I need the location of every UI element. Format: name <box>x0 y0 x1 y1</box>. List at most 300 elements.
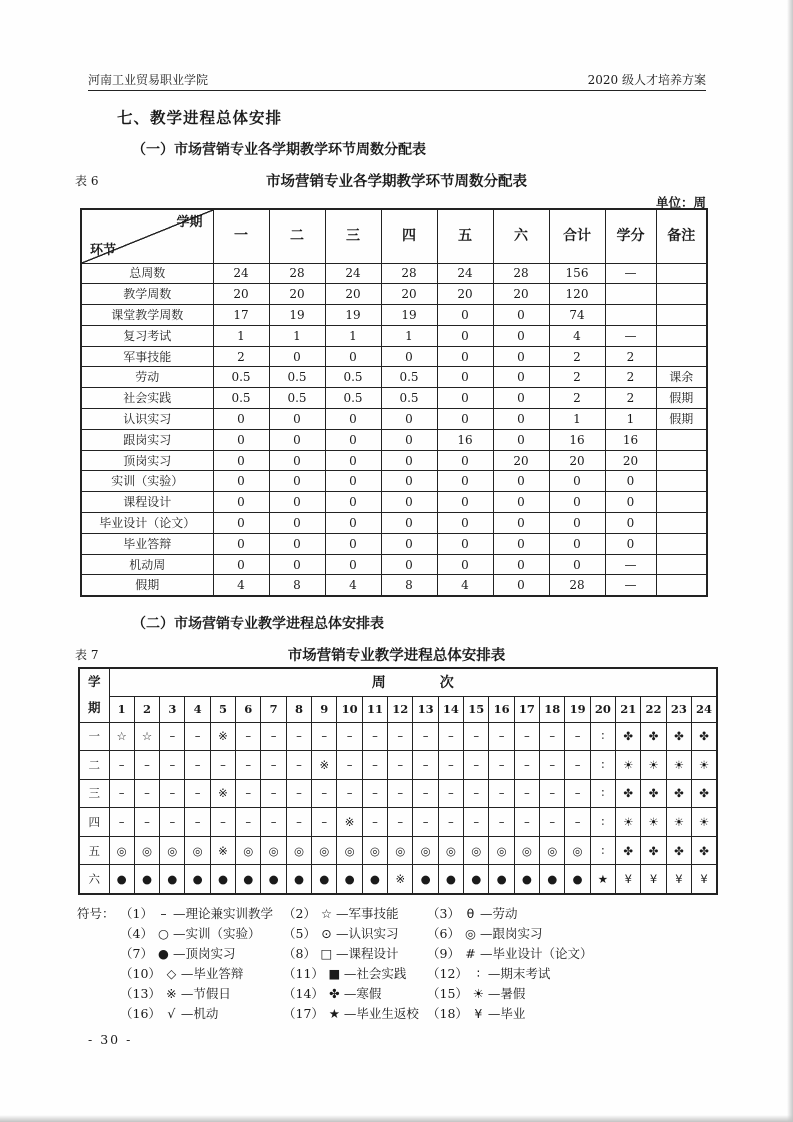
schedule-cell: ◎ <box>261 836 286 865</box>
schedule-row <box>79 722 717 751</box>
t6-cell: 0 <box>437 492 493 513</box>
schedule-cell: – <box>134 751 159 780</box>
row-header: 毕业答辩 <box>81 533 213 554</box>
legend-item <box>120 984 283 1002</box>
schedule-cell: – <box>185 779 210 808</box>
schedule-row <box>79 808 717 837</box>
cognition-practice-symbol: ⊙ <box>321 925 332 941</box>
t6-cell: 0 <box>213 471 269 492</box>
schedule-cell: ✤ <box>641 722 666 751</box>
schedule-cell: – <box>312 722 337 751</box>
schedule-cell: ● <box>565 865 590 894</box>
schedule-cell: ● <box>261 865 286 894</box>
t6-cell: 0 <box>493 575 549 596</box>
t6-col-header: 二 <box>269 209 325 263</box>
t6-cell <box>656 450 707 471</box>
schedule-cell: ◎ <box>185 836 210 865</box>
legend-item <box>283 904 427 922</box>
table-row <box>81 367 707 388</box>
schedule-cell: ◎ <box>134 836 159 865</box>
schedule-cell: ✤ <box>692 779 717 808</box>
schedule-cell: – <box>210 751 235 780</box>
subsection-2-title: （二）市场营销专业教学进程总体安排表 <box>132 616 384 632</box>
schedule-cell: – <box>489 779 514 808</box>
table-row <box>81 388 707 409</box>
schedule-cell: ☀ <box>692 808 717 837</box>
legend-number: （13） <box>120 986 161 1001</box>
schedule-cell: – <box>413 779 438 808</box>
t6-cell: 假期 <box>656 409 707 430</box>
row-header: 跟岗实习 <box>81 429 213 450</box>
schedule-cell: ◎ <box>160 836 185 865</box>
header-rule <box>88 90 706 91</box>
schedule-cell: ◎ <box>413 836 438 865</box>
schedule-cell: ✤ <box>666 836 691 865</box>
schedule-cell: – <box>489 751 514 780</box>
table-row <box>81 284 707 305</box>
schedule-cell: – <box>388 779 413 808</box>
t6-cell: 24 <box>213 263 269 284</box>
schedule-cell: – <box>261 722 286 751</box>
t6-cell: 0 <box>605 513 656 534</box>
semester-stub-header: 学期 <box>79 668 109 722</box>
week-number: 13 <box>413 696 438 722</box>
week-number: 6 <box>236 696 261 722</box>
t6-cell: 0 <box>269 450 325 471</box>
schedule-cell: – <box>337 751 362 780</box>
t6-cell <box>656 575 707 596</box>
schedule-cell: – <box>540 751 565 780</box>
schedule-cell: – <box>160 751 185 780</box>
t6-cell: 0 <box>493 367 549 388</box>
t6-cell: 0 <box>325 471 381 492</box>
t6-cell: 0 <box>269 513 325 534</box>
schedule-cell: – <box>236 808 261 837</box>
t6-cell: 20 <box>325 284 381 305</box>
schedule-cell: – <box>388 722 413 751</box>
t6-cell: 0 <box>213 429 269 450</box>
t6-cell: 0 <box>269 492 325 513</box>
t6-cell: 0.5 <box>381 388 437 409</box>
schedule-cell: – <box>540 722 565 751</box>
t6-cell: — <box>605 554 656 575</box>
week-number: 20 <box>590 696 615 722</box>
schedule-cell: ◎ <box>362 836 387 865</box>
t6-cell: 28 <box>493 263 549 284</box>
schedule-cell: ◎ <box>286 836 311 865</box>
schedule-cell: ● <box>185 865 210 894</box>
week-number: 18 <box>540 696 565 722</box>
table-row <box>81 346 707 367</box>
schedule-cell: ★ <box>590 865 615 894</box>
row-header: 顶岗实习 <box>81 450 213 471</box>
t6-cell <box>656 492 707 513</box>
row-header: 教学周数 <box>81 284 213 305</box>
t6-cell <box>656 305 707 326</box>
theory-practice-symbol: – <box>160 905 167 921</box>
schedule-cell: ◎ <box>489 836 514 865</box>
t6-cell: 0.5 <box>381 367 437 388</box>
table-row <box>81 513 707 534</box>
legend-item <box>427 964 592 982</box>
row-header: 实训（实验） <box>81 471 213 492</box>
schedule-cell: ¥ <box>666 865 691 894</box>
schedule-cell: ● <box>514 865 539 894</box>
week-span-header: 周次 <box>109 668 717 696</box>
table-row <box>81 263 707 284</box>
graduate-return-symbol: ★ <box>328 1005 341 1021</box>
legend-number: （11） <box>283 966 324 981</box>
schedule-cell: – <box>464 779 489 808</box>
subsection-1-title: （一）市场营销专业各学期教学环节周数分配表 <box>132 142 426 158</box>
schedule-cell: – <box>134 779 159 808</box>
table7-header-row-1 <box>79 668 717 696</box>
schedule-cell: ● <box>362 865 387 894</box>
week-number: 7 <box>261 696 286 722</box>
graduation-symbol: ¥ <box>474 1005 483 1021</box>
table-row <box>81 305 707 326</box>
post-practice-symbol: ● <box>157 945 169 961</box>
week-number: 12 <box>388 696 413 722</box>
t6-cell <box>656 346 707 367</box>
schedule-cell: – <box>337 779 362 808</box>
t6-cell: 0.5 <box>213 388 269 409</box>
row-header: 机动周 <box>81 554 213 575</box>
schedule-cell: ✤ <box>616 779 641 808</box>
row-header: 军事技能 <box>81 346 213 367</box>
legend-item <box>283 1004 427 1022</box>
schedule-cell: ☀ <box>666 751 691 780</box>
t6-cell: 0 <box>605 533 656 554</box>
course-design-symbol: □ <box>320 945 333 961</box>
t6-cell: 0 <box>437 305 493 326</box>
table-row <box>81 492 707 513</box>
schedule-cell: – <box>261 751 286 780</box>
schedule-cell: ✤ <box>692 836 717 865</box>
schedule-cell: ● <box>160 865 185 894</box>
schedule-cell: ✤ <box>616 836 641 865</box>
table6-caption <box>75 170 718 191</box>
legend-item <box>120 1004 283 1022</box>
t6-cell: 20 <box>493 450 549 471</box>
t6-cell: 2 <box>549 346 605 367</box>
t6-cell <box>656 429 707 450</box>
t6-cell: 0 <box>381 409 437 430</box>
schedule-cell: – <box>464 722 489 751</box>
week-number: 19 <box>565 696 590 722</box>
page-header <box>88 71 706 88</box>
schedule-cell: ◎ <box>312 836 337 865</box>
t6-cell: 0 <box>493 429 549 450</box>
t6-cell: 0 <box>493 388 549 409</box>
legend-desc: —寒假 <box>343 986 382 1001</box>
schedule-cell: ※ <box>210 779 235 808</box>
schedule-cell: ∶ <box>590 808 615 837</box>
t6-col-header: 一 <box>213 209 269 263</box>
t6-cell: 4 <box>213 575 269 596</box>
schedule-cell: ☀ <box>641 751 666 780</box>
schedule-cell: – <box>565 779 590 808</box>
row-header: 社会实践 <box>81 388 213 409</box>
t6-cell: 2 <box>605 346 656 367</box>
legend-number: （1） <box>120 906 153 921</box>
t6-cell: 0 <box>437 409 493 430</box>
scan-edge-right <box>787 0 793 1122</box>
schedule-cell: – <box>337 722 362 751</box>
schedule-cell: ◎ <box>388 836 413 865</box>
schedule-cell: – <box>464 751 489 780</box>
t6-cell: 0 <box>325 346 381 367</box>
schedule-cell: – <box>210 808 235 837</box>
legend-item <box>427 944 592 962</box>
week-number: 21 <box>616 696 641 722</box>
legend-desc: —劳动 <box>479 906 518 921</box>
legend-item <box>427 904 592 922</box>
schedule-cell: – <box>388 751 413 780</box>
week-number: 3 <box>160 696 185 722</box>
t6-cell: 0 <box>493 471 549 492</box>
t6-cell: 0 <box>269 346 325 367</box>
summer-vacation-symbol: ☀ <box>472 985 485 1001</box>
schedule-cell: – <box>312 808 337 837</box>
t6-cell: 0 <box>493 513 549 534</box>
t6-cell <box>656 263 707 284</box>
t6-cell: 8 <box>381 575 437 596</box>
t6-cell: 1 <box>269 325 325 346</box>
legend-desc: —暑假 <box>487 986 526 1001</box>
schedule-cell: ¥ <box>616 865 641 894</box>
schedule-cell: ● <box>413 865 438 894</box>
schedule-cell: ☀ <box>616 808 641 837</box>
t6-cell: 0.5 <box>269 367 325 388</box>
table-row <box>81 554 707 575</box>
week-number: 15 <box>464 696 489 722</box>
schedule-cell: ● <box>210 865 235 894</box>
t6-cell: 2 <box>549 388 605 409</box>
schedule-cell: – <box>286 722 311 751</box>
t6-cell: 0 <box>493 325 549 346</box>
schedule-cell: – <box>540 779 565 808</box>
labor-symbol: θ <box>466 905 475 921</box>
holiday-symbol: ※ <box>166 985 177 1001</box>
t6-cell: 0 <box>269 429 325 450</box>
header-school-name: 河南工业贸易职业学院 <box>88 73 209 87</box>
t6-cell: 2 <box>605 367 656 388</box>
schedule-cell: – <box>236 751 261 780</box>
schedule-cell: ※ <box>337 808 362 837</box>
schedule-cell: ◎ <box>438 836 463 865</box>
schedule-cell: ● <box>540 865 565 894</box>
t6-cell: 16 <box>549 429 605 450</box>
table7-title: 市场营销专业教学进程总体安排表 <box>287 647 506 664</box>
schedule-cell: ∶ <box>590 836 615 865</box>
week-number: 14 <box>438 696 463 722</box>
legend-desc: —机动 <box>180 1006 219 1021</box>
semester-label: 五 <box>79 836 109 865</box>
schedule-row <box>79 865 717 894</box>
schedule-cell: – <box>438 751 463 780</box>
schedule-cell: ∶ <box>590 779 615 808</box>
schedule-cell: ※ <box>210 836 235 865</box>
schedule-cell: ● <box>464 865 489 894</box>
t6-cell: 0 <box>437 513 493 534</box>
table-row <box>81 533 707 554</box>
legend-desc: —实训（实验） <box>172 926 261 941</box>
schedule-cell: – <box>565 722 590 751</box>
schedule-cell: – <box>540 808 565 837</box>
t6-cell: 0 <box>381 429 437 450</box>
schedule-cell: ☆ <box>134 722 159 751</box>
t6-cell: 16 <box>437 429 493 450</box>
week-number: 23 <box>666 696 691 722</box>
week-number: 17 <box>514 696 539 722</box>
legend-item <box>120 904 283 922</box>
legend-item <box>283 964 427 982</box>
t6-cell: 1 <box>213 325 269 346</box>
t6-cell: 0 <box>437 471 493 492</box>
t6-cell: 4 <box>325 575 381 596</box>
graduation-defense-symbol: ◇ <box>166 965 177 981</box>
schedule-cell: – <box>514 751 539 780</box>
table6-header-row <box>81 209 707 263</box>
legend-desc: —节假日 <box>180 986 231 1001</box>
t6-cell: 0 <box>325 513 381 534</box>
t6-cell: 24 <box>437 263 493 284</box>
schedule-cell: ◎ <box>565 836 590 865</box>
table6-label: 表 6 <box>75 174 99 188</box>
schedule-cell: – <box>160 779 185 808</box>
t6-cell: 120 <box>549 284 605 305</box>
schedule-cell: ※ <box>210 722 235 751</box>
legend-desc: —顶岗实习 <box>172 946 236 961</box>
t6-cell: 0 <box>325 492 381 513</box>
t6-cell: 28 <box>549 575 605 596</box>
t6-cell: 0 <box>381 554 437 575</box>
semester-label: 一 <box>79 722 109 751</box>
schedule-cell: ☀ <box>616 751 641 780</box>
schedule-cell: – <box>413 751 438 780</box>
legend-number: （8） <box>283 946 316 961</box>
schedule-cell: ● <box>286 865 311 894</box>
t6-cell: — <box>605 325 656 346</box>
t6-cell: 0 <box>381 471 437 492</box>
schedule-cell: ✤ <box>641 836 666 865</box>
schedule-cell: – <box>185 808 210 837</box>
t6-cell: 1 <box>605 409 656 430</box>
t6-cell: 17 <box>213 305 269 326</box>
legend-row <box>77 983 592 1003</box>
legend-desc: —毕业生返校 <box>343 1006 419 1021</box>
t6-cell: 2 <box>605 388 656 409</box>
row-header: 假期 <box>81 575 213 596</box>
legend-item <box>120 964 283 982</box>
t6-cell: 19 <box>325 305 381 326</box>
t6-cell <box>605 305 656 326</box>
legend-number: （7） <box>120 946 153 961</box>
schedule-cell: ● <box>312 865 337 894</box>
legend-row <box>77 943 592 963</box>
schedule-cell: – <box>362 751 387 780</box>
schedule-cell: ✤ <box>616 722 641 751</box>
legend-item <box>283 944 427 962</box>
t6-cell: 0 <box>381 450 437 471</box>
t6-cell: 20 <box>381 284 437 305</box>
legend-desc: —军事技能 <box>335 906 399 921</box>
schedule-cell: – <box>438 722 463 751</box>
legend-desc: —社会实践 <box>343 966 407 981</box>
schedule-cell: – <box>286 808 311 837</box>
t6-cell: 19 <box>269 305 325 326</box>
schedule-cell: – <box>236 722 261 751</box>
schedule-cell: – <box>160 722 185 751</box>
t6-cell: 2 <box>549 367 605 388</box>
t6-cell: 0 <box>493 554 549 575</box>
t6-cell: 0 <box>493 305 549 326</box>
row-header: 复习考试 <box>81 325 213 346</box>
legend-item <box>120 944 283 962</box>
t6-cell: 0 <box>381 346 437 367</box>
t6-col-header: 合计 <box>549 209 605 263</box>
t6-cell: 24 <box>325 263 381 284</box>
t6-cell: 0 <box>493 409 549 430</box>
t6-cell: 0 <box>437 367 493 388</box>
schedule-cell: ✤ <box>692 722 717 751</box>
t6-cell: 0 <box>437 346 493 367</box>
legend-item <box>283 984 427 1002</box>
diag-semester-label: 学期 <box>176 215 203 230</box>
schedule-cell: – <box>438 779 463 808</box>
schedule-cell: – <box>413 808 438 837</box>
t6-cell: 0.5 <box>325 388 381 409</box>
schedule-cell: – <box>286 751 311 780</box>
t6-cell: 0 <box>493 533 549 554</box>
follow-post-practice-symbol: ◎ <box>464 925 476 941</box>
social-practice-symbol: ■ <box>328 965 341 981</box>
legend-number: （4） <box>120 926 153 941</box>
schedule-cell: – <box>514 779 539 808</box>
t6-cell: 1 <box>381 325 437 346</box>
schedule-cell: ¥ <box>692 865 717 894</box>
legend-number: （12） <box>427 966 468 981</box>
semester-label: 六 <box>79 865 109 894</box>
schedule-cell: – <box>261 779 286 808</box>
schedule-cell: – <box>565 808 590 837</box>
semester-label: 四 <box>79 808 109 837</box>
t6-cell: 0 <box>269 409 325 430</box>
legend-desc: —课程设计 <box>335 946 399 961</box>
table-row <box>81 450 707 471</box>
military-skill-symbol: ☆ <box>320 905 333 921</box>
t6-cell <box>656 533 707 554</box>
table7-label: 表 7 <box>75 648 99 662</box>
t6-cell: 假期 <box>656 388 707 409</box>
page-number: - 30 - <box>88 1032 133 1047</box>
legend-desc: —毕业答辩 <box>180 966 244 981</box>
t6-cell: 0 <box>437 554 493 575</box>
t6-col-header: 学分 <box>605 209 656 263</box>
schedule-cell: – <box>362 722 387 751</box>
schedule-cell: – <box>489 722 514 751</box>
flexible-symbol: √ <box>167 1005 176 1021</box>
t6-cell: 0 <box>325 429 381 450</box>
schedule-cell: ◎ <box>236 836 261 865</box>
t6-cell: 0 <box>605 471 656 492</box>
t6-col-header: 五 <box>437 209 493 263</box>
table7-header-row-2 <box>79 696 717 722</box>
week-number: 4 <box>185 696 210 722</box>
legend-item <box>427 1004 592 1022</box>
schedule-cell: ∶ <box>590 722 615 751</box>
